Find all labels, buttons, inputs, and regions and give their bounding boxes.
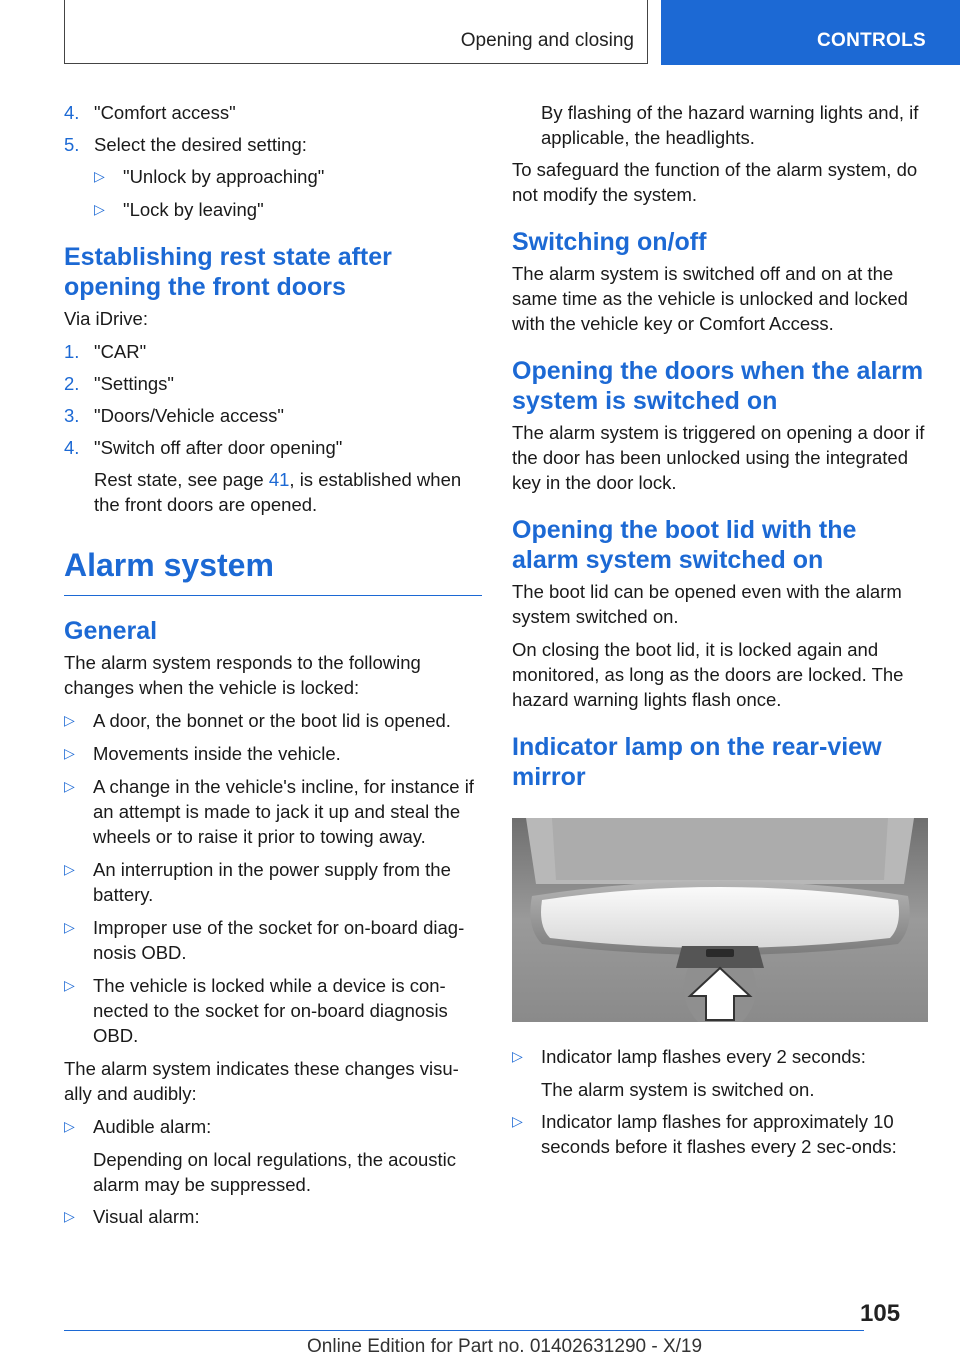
triangle-bullet-icon: ▷ <box>64 712 75 728</box>
list-item: ▷ Audible alarm: <box>64 1116 212 1137</box>
heading-boot-lid: Opening the boot lid with the alarm system switched on <box>512 516 857 574</box>
paragraph: On closing the boot lid, it is locked again and monitored, as long as the doors are locked. The hazard warning lights flash once. <box>512 639 904 710</box>
list-item: ▷ "Lock by leaving" <box>94 199 264 220</box>
footer-edition: Online Edition for Part no. 01402631290 - X/19 <box>307 1336 703 1357</box>
paragraph: The alarm system is triggered on opening a door if the door has been unlocked using the integrated key in the door lock. <box>512 422 925 493</box>
list-item: ▷ The vehicle is locked while a device is con-nected to the socket for on-board diagnosis OBD. <box>64 975 448 1046</box>
paragraph: Via iDrive: <box>64 308 148 329</box>
heading-switching: Switching on/off <box>512 228 707 256</box>
list-item: 5. Select the desired setting: <box>64 134 307 155</box>
paragraph: The alarm system is switched off and on at the same time as the vehicle is unlocked and locked with the vehicle key or Comfort Access. <box>512 263 908 334</box>
list-item: 4. "Switch off after door opening" <box>64 437 343 458</box>
list-item: 2. "Settings" <box>64 373 174 394</box>
heading-rest-state: Establishing rest state after opening the front doors <box>64 243 392 301</box>
list-item-detail: By flashing of the hazard warning lights and, if applicable, the headlights. <box>541 102 919 148</box>
list-item: ▷ Indicator lamp flashes for approximately 10 seconds before it flashes every 2 sec-onds: <box>512 1111 897 1157</box>
list-item: ▷ Movements inside the vehicle. <box>64 743 341 764</box>
footer-divider <box>64 1330 864 1331</box>
list-item: ▷ "Unlock by approaching" <box>94 166 325 187</box>
triangle-bullet-icon: ▷ <box>64 861 75 877</box>
heading-opening-doors: Opening the doors when the alarm system is switched on <box>512 357 924 415</box>
chapter-tab-label: CONTROLS <box>816 30 926 51</box>
triangle-bullet-icon: ▷ <box>64 1208 75 1224</box>
paragraph: The alarm system responds to the following changes when the vehicle is locked: <box>64 652 421 698</box>
list-item: 3. "Doors/Vehicle access" <box>64 405 284 426</box>
list-item-detail: Rest state, see page 41, is established when the front doors are opened. <box>94 469 462 515</box>
triangle-bullet-icon: ▷ <box>94 201 105 217</box>
section-title: Opening and closing <box>460 30 634 51</box>
page-header <box>0 0 960 66</box>
list-item: ▷ Indicator lamp flashes every 2 seconds: <box>512 1046 866 1067</box>
paragraph: The boot lid can be opened even with the alarm system switched on. <box>512 581 902 627</box>
triangle-bullet-icon: ▷ <box>64 778 75 794</box>
list-item: ▷ An interruption in the power supply from the battery. <box>64 859 451 905</box>
list-item: ▷ Improper use of the socket for on-board diag-nosis OBD. <box>64 917 465 963</box>
list-item: ▷ A change in the vehicle's incline, for instance if an attempt is made to jack it up and steal the wheels or to raise it prior to towing away. <box>64 776 474 847</box>
triangle-bullet-icon: ▷ <box>94 168 105 184</box>
rear-view-mirror-illustration <box>512 818 928 1022</box>
chapter-tab[interactable] <box>661 0 960 65</box>
list-item-detail: Depending on local regulations, the acoustic alarm may be suppressed. <box>93 1149 457 1195</box>
triangle-bullet-icon: ▷ <box>512 1048 523 1064</box>
paragraph: To safeguard the function of the alarm system, do not modify the system. <box>512 159 918 205</box>
triangle-bullet-icon: ▷ <box>64 977 75 993</box>
heading-general: General <box>64 617 158 645</box>
list-item: ▷ Visual alarm: <box>64 1206 200 1227</box>
list-item: 4. "Comfort access" <box>64 102 236 123</box>
heading-alarm-system: Alarm system <box>64 545 482 596</box>
heading-indicator-lamp: Indicator lamp on the rear-view mirror <box>512 733 882 791</box>
left-column <box>64 100 482 1237</box>
list-item: ▷ A door, the bonnet or the boot lid is opened. <box>64 710 451 731</box>
right-column <box>512 100 930 1167</box>
triangle-bullet-icon: ▷ <box>512 1113 523 1129</box>
list-item: 1. "CAR" <box>64 341 147 362</box>
list-item-detail: The alarm system is switched on. <box>541 1079 815 1100</box>
page-link[interactable]: 41 <box>268 469 290 490</box>
triangle-bullet-icon: ▷ <box>64 745 75 761</box>
paragraph: The alarm system indicates these changes visu-ally and audibly: <box>64 1058 459 1104</box>
page-number: 105 <box>860 1300 901 1327</box>
triangle-bullet-icon: ▷ <box>64 919 75 935</box>
triangle-bullet-icon: ▷ <box>64 1118 75 1134</box>
